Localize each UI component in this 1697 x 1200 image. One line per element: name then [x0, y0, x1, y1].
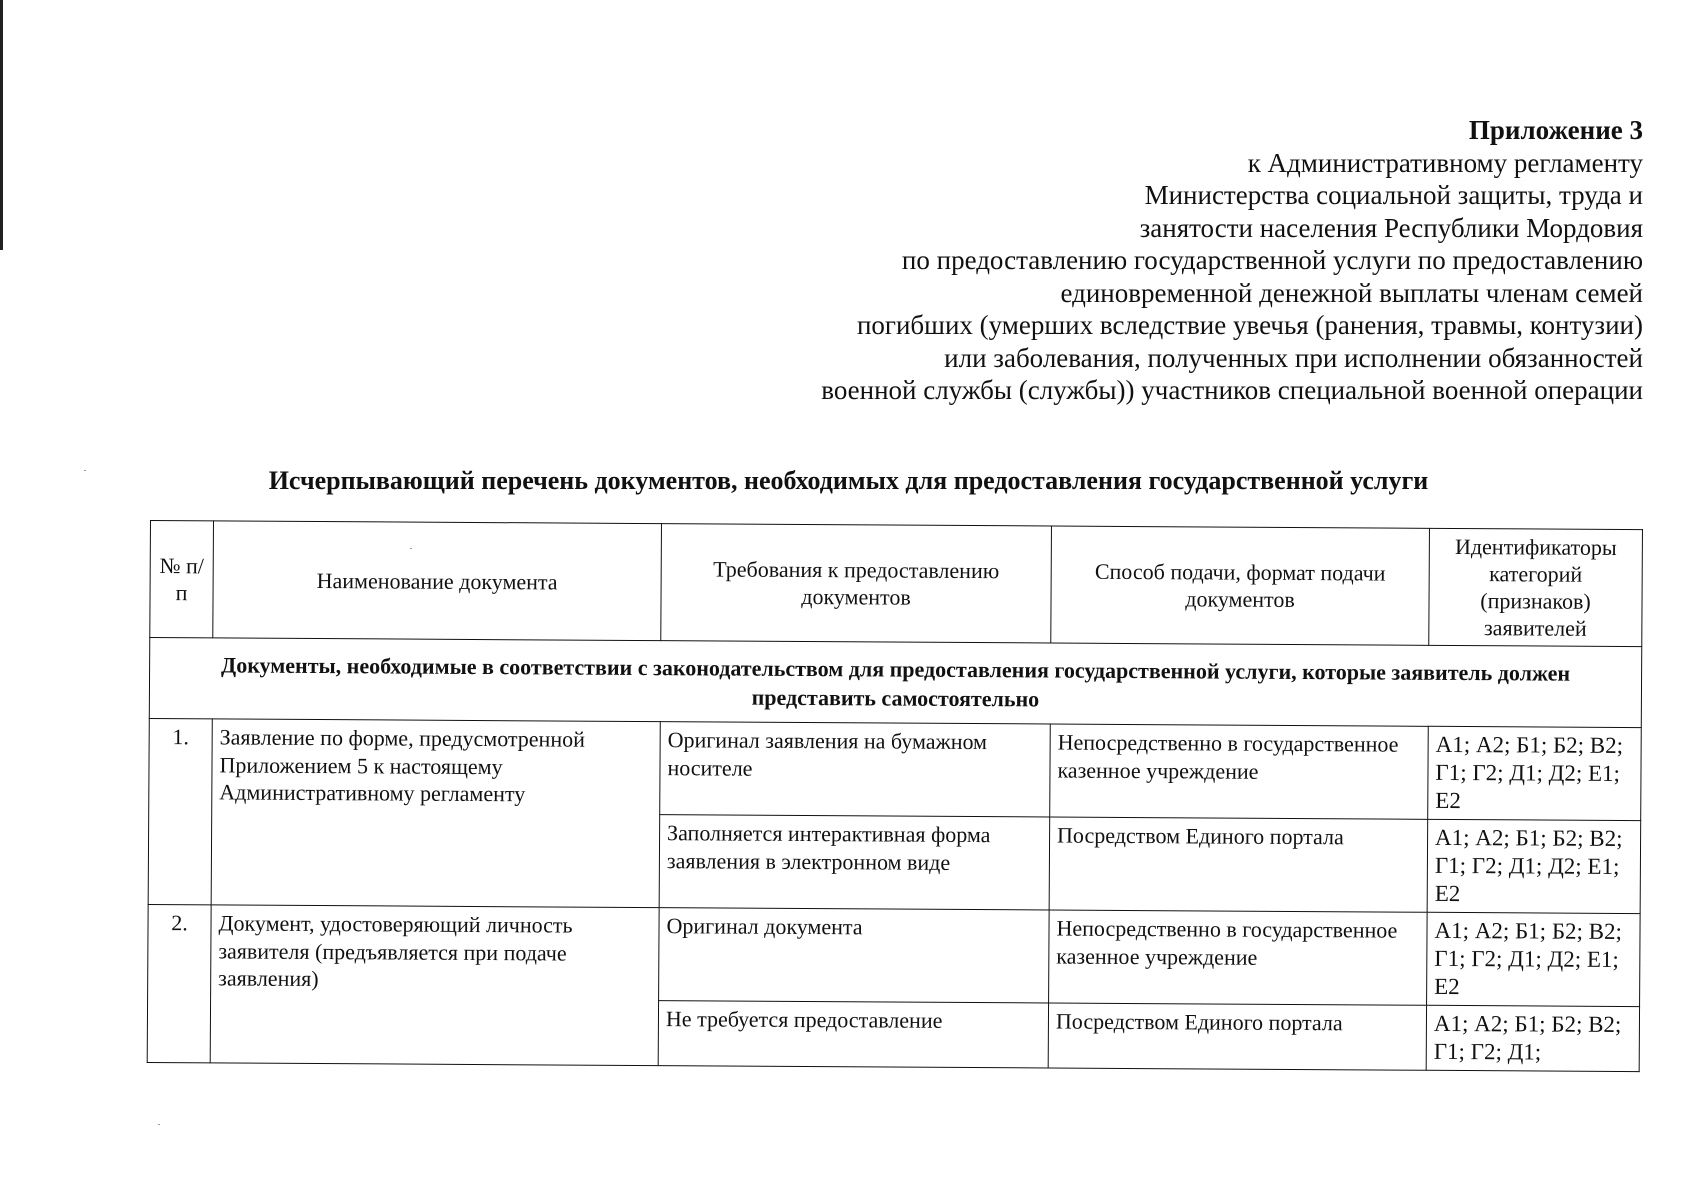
ids-cell: А1; А2; Б1; Б2; В2; Г1; Г2; Д1; Д2; Е1; Е2 [1427, 912, 1641, 1006]
document-name-cell: Заявление по форме, предусмотренной Приложением 5 к настоящему Административному регламенту [211, 719, 660, 908]
ids-cell: А1; А2; Б1; Б2; В2; Г1; Г2; Д1; Д2; Е1; Е2 [1427, 819, 1641, 913]
annex-line: Министерства социальной защиты, труда и [1144, 180, 1643, 210]
ids-cell: А1; А2; Б1; Б2; В2; Г1; Г2; Д1; [1426, 1005, 1639, 1071]
header-submission-method: Способ подачи, формат подачи документов [1051, 526, 1430, 645]
annex-line: к Административному регламенту [1247, 147, 1643, 178]
annex-line: военной службы (службы)) участников специальной военной операции [821, 375, 1643, 405]
annex-line: единовременной денежной выплаты членам семей [1060, 277, 1643, 308]
section-row [149, 638, 1641, 728]
annex-line: погибших (умерших вследствие увечья (ранения, травмы, контузии) [856, 310, 1643, 340]
method-cell: Посредством Единого портала [1049, 817, 1428, 912]
requirement-cell: Не требуется предоставление [658, 1001, 1048, 1068]
annex-block [683, 114, 1643, 407]
row-number: 2. [147, 904, 211, 1062]
requirement-cell: Заполняется интерактивная форма заявления в электронном виде [659, 815, 1050, 910]
method-cell: Непосредственно в государственное казенное учреждение [1050, 724, 1429, 819]
table-row [149, 718, 1642, 820]
method-cell: Посредством Единого портала [1048, 1003, 1426, 1070]
header-applicant-ids: Идентификаторы категорий (признаков) заявителей [1429, 528, 1643, 646]
scan-edge-mark [0, 0, 3, 250]
annex-title: Приложение 3 [1468, 115, 1643, 145]
requirement-cell: Оригинал заявления на бумажном носителе [660, 722, 1051, 817]
scan-speck [158, 1124, 160, 1125]
section-title: Документы, необходимые в соответствии с законодательством для предоставления государственной услуги, которые заявитель должен представить самостоятельно [149, 638, 1641, 728]
table-header-row [150, 521, 1643, 647]
document-heading: Исчерпывающий перечень документов, необходимых для предоставления государственной услуги [268, 466, 1429, 495]
annex-line: по предоставлению государственной услуги по предоставлению [901, 245, 1643, 275]
header-num: № п/п [150, 521, 214, 638]
table-row [148, 904, 1641, 1006]
document-name-cell: Документ, удостоверяющий личность заявителя (предъявляется при подаче заявления) [210, 905, 659, 1066]
header-requirements: Требования к предоставлению документов [661, 524, 1052, 643]
annex-line: занятости населения Республики Мордовия [1139, 212, 1643, 243]
row-number: 1. [148, 718, 212, 904]
documents-table [147, 520, 1643, 1072]
method-cell: Непосредственно в государственное казенное учреждение [1049, 910, 1428, 1005]
requirement-cell: Оригинал документа [659, 908, 1050, 1003]
header-document-name: Наименование документа [213, 521, 662, 641]
annex-line: или заболевания, полученных при исполнении обязанностей [944, 342, 1643, 373]
ids-cell: А1; А2; Б1; Б2; В2; Г1; Г2; Д1; Д2; Е1; Е2 [1428, 726, 1642, 820]
